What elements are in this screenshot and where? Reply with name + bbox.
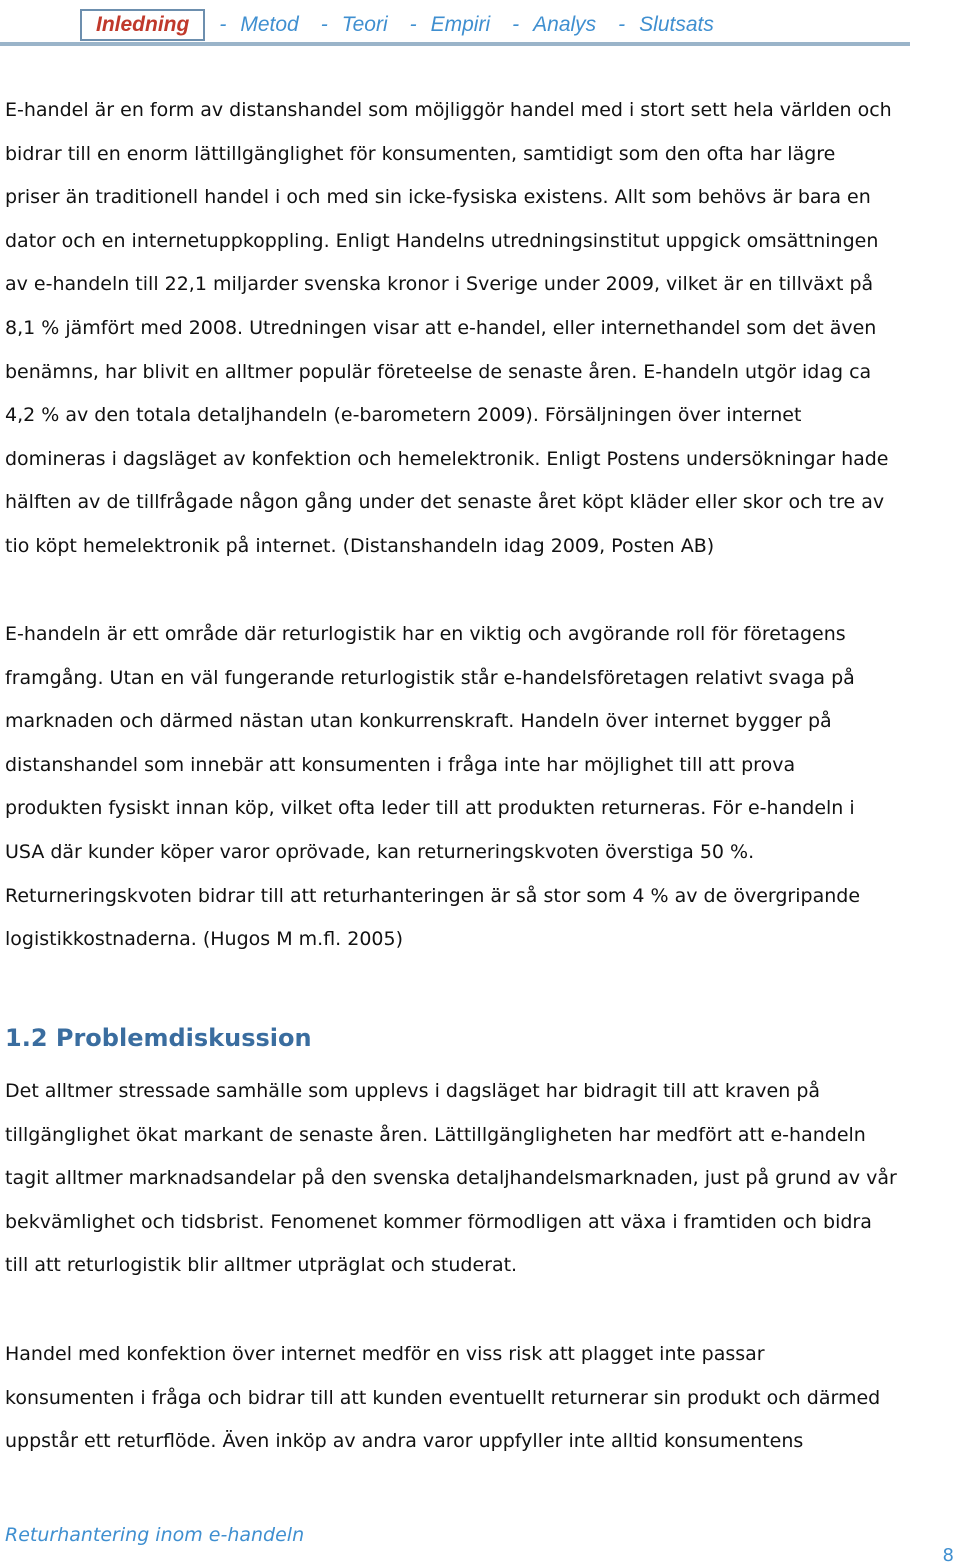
nav-separator: - <box>219 13 227 36</box>
text-line: priser än traditionell handel i och med sin icke-fysiska existens. Allt som behövs är bara en <box>5 186 871 209</box>
footer-document-title: Returhantering inom e-handeln <box>5 1524 305 1546</box>
nav-separator: - <box>320 13 328 36</box>
text-line: tio köpt hemelektronik på internet. (Distanshandeln idag 2009, Posten AB) <box>5 534 715 557</box>
text-line: Handel med konfektion över internet medför en viss risk att plagget inte passar <box>5 1343 765 1365</box>
text-line: E-handeln är ett område där returlogistik har en viktig och avgörande roll för företagens <box>5 623 846 645</box>
text-line: av e-handeln till 22,1 miljarder svenska kronor i Sverige under 2009, vilket är en tillväxt på <box>5 273 874 296</box>
text-line: bidrar till en enorm lättillgänglighet för konsumenten, samtidigt som den ofta har lägre <box>5 142 836 165</box>
section-heading: 1.2 Problemdiskussion <box>5 1024 312 1052</box>
text-line: domineras i dagsläget av konfektion och hemelektronik. Enligt Postens undersökningar hade <box>5 447 889 470</box>
tab-teori[interactable]: Teori <box>341 13 388 36</box>
header-divider <box>0 42 910 46</box>
tab-metod[interactable]: Metod <box>240 13 299 36</box>
text-line: produkten fysiskt innan köp, vilket ofta leder till att produkten returneras. För e-handeln i <box>5 797 855 820</box>
tab-analys[interactable]: Analys <box>533 13 597 36</box>
text-line: bekvämlighet och tidsbrist. Fenomenet kommer förmodligen att växa i framtiden och bidra <box>5 1210 872 1233</box>
paragraph-ehandel-intro <box>5 89 925 569</box>
text-line: uppstår ett returflöde. Även inköp av andra varor uppfyller inte alltid konsumentens <box>5 1430 804 1453</box>
text-line: till att returlogistik blir alltmer utpräglat och studerat. <box>5 1254 518 1277</box>
text-line: tillgänglighet ökat markant de senaste åren. Lättillgängligheten har medfört att e-handeln <box>5 1123 866 1146</box>
text-line: dator och en internetuppkoppling. Enligt Handelns utredningsinstitut uppgick omsättningen <box>5 229 879 252</box>
text-line: 8,1 % jämfört med 2008. Utredningen visar att e-handel, eller internethandel som det även <box>5 316 877 339</box>
page-number: 8 <box>942 1545 954 1566</box>
text-line: 4,2 % av den totala detaljhandeln (e-barometern 2009). Försäljningen över internet <box>5 404 802 427</box>
text-line: E-handel är en form av distanshandel som möjliggör handel med i stort sett hela världen och <box>5 99 892 121</box>
tab-slutsats[interactable]: Slutsats <box>639 13 714 36</box>
paragraph-konfektion <box>5 1333 925 1464</box>
text-line: distanshandel som innebär att konsumenten i fråga inte har möjlighet till att prova <box>5 753 796 776</box>
text-line: hälften av de tillfrågade någon gång under det senaste året köpt kläder eller skor och tre av <box>5 491 885 514</box>
tab-empiri[interactable]: Empiri <box>430 13 491 36</box>
text-line: tagit alltmer marknadsandelar på den svenska detaljhandelsmarknaden, just på grund av vår <box>5 1167 897 1190</box>
nav-separator: - <box>409 13 417 36</box>
paragraph-returlogistik <box>5 613 925 962</box>
text-line: benämns, har blivit en alltmer populär företeelse de senaste åren. E-handeln utgör idag ca <box>5 360 872 383</box>
nav-separator: - <box>618 13 626 36</box>
text-line: marknaden och därmed nästan utan konkurrenskraft. Handeln över internet bygger på <box>5 710 832 733</box>
text-line: Returneringskvoten bidrar till att returhanteringen är så stor som 4 % av de övergripande <box>5 884 861 907</box>
chapter-navigation <box>0 0 960 48</box>
text-line: konsumenten i fråga och bidrar till att kunden eventuellt returnerar sin produkt och därmed <box>5 1386 881 1409</box>
text-line: Det alltmer stressade samhälle som upplevs i dagsläget har bidragit till att kraven på <box>5 1080 821 1102</box>
text-line: logistikkostnaderna. (Hugos M m.fl. 2005) <box>5 928 404 951</box>
text-line: framgång. Utan en väl fungerande returlogistik står e-handelsföretagen relativt svaga på <box>5 666 855 689</box>
paragraph-problemdiskussion <box>5 1070 925 1288</box>
text-line: USA där kunder köper varor oprövade, kan returneringskvoten överstiga 50 %. <box>5 840 755 863</box>
chapter-tabs <box>80 10 736 40</box>
tab-inledning-active[interactable]: Inledning <box>80 9 205 41</box>
nav-separator: - <box>512 13 520 36</box>
